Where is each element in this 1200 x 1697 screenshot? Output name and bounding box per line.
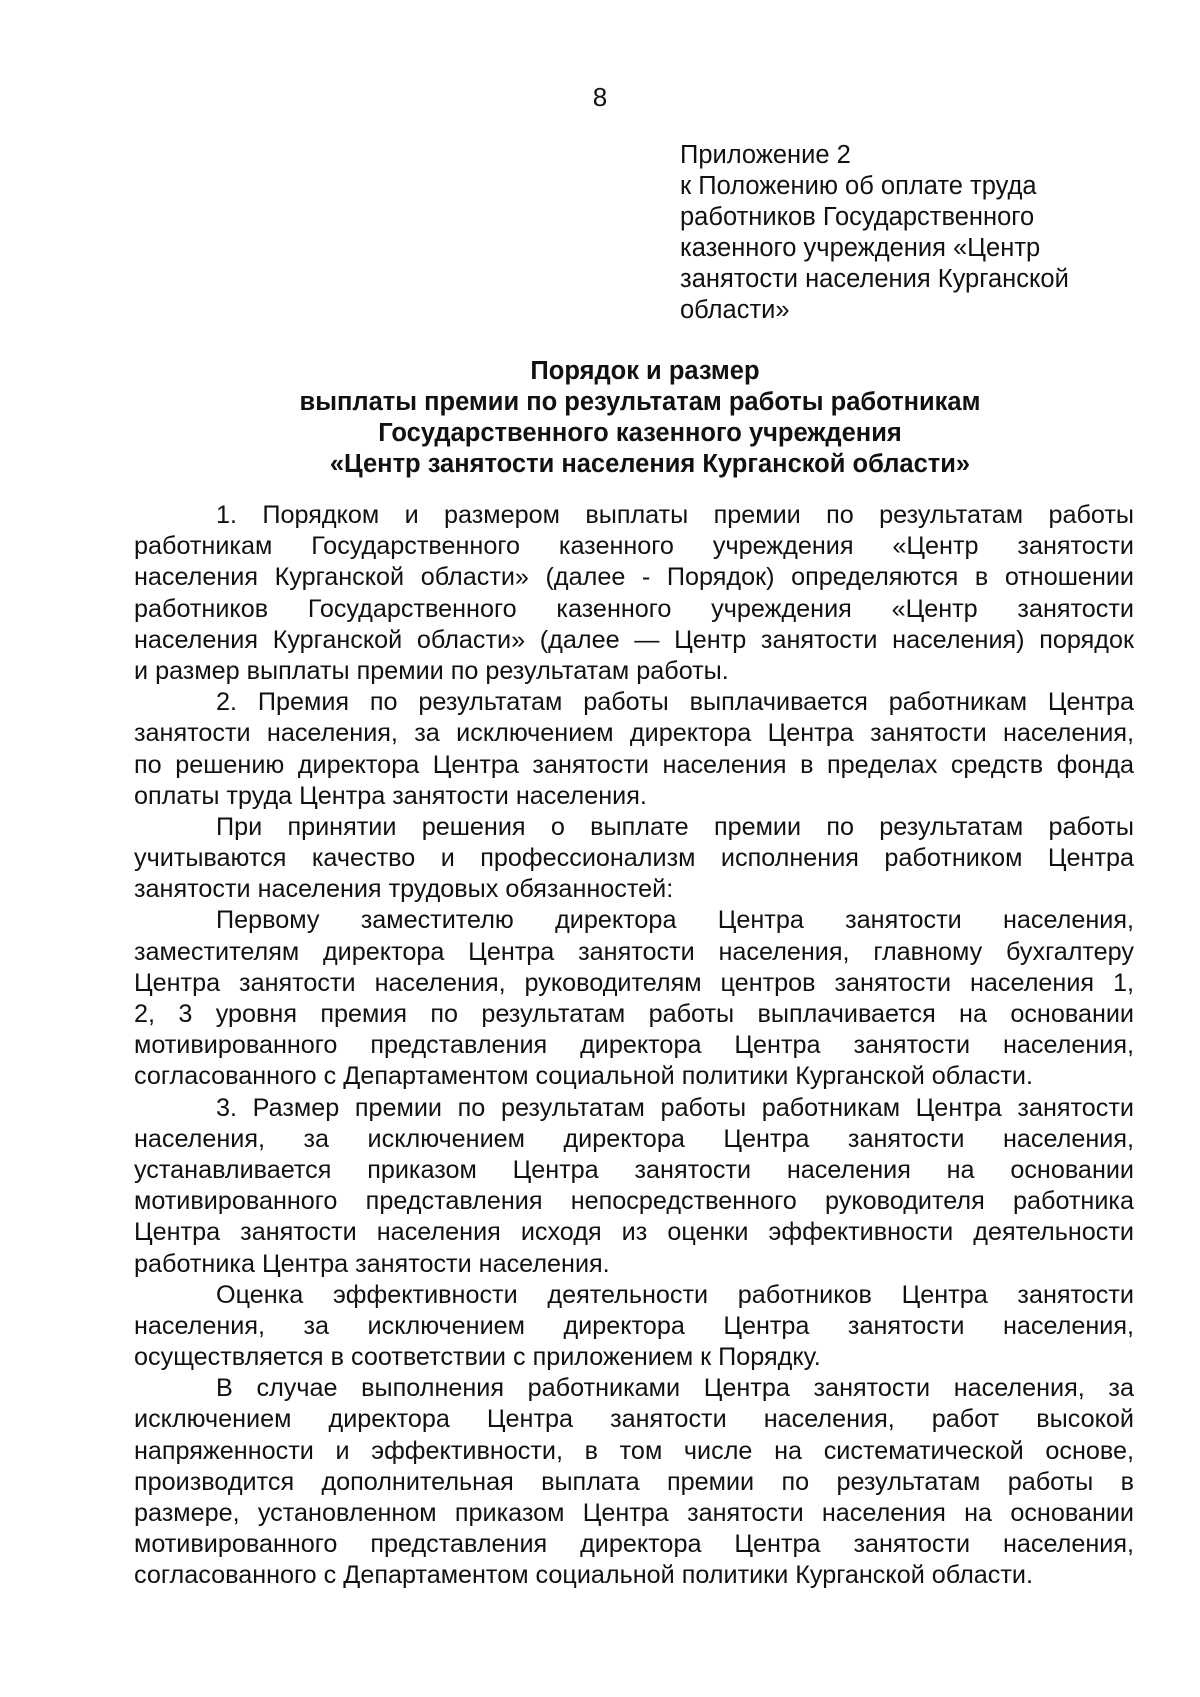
title-line: Порядок и размер [530,357,760,385]
document-body [134,500,1134,1592]
paragraph-line: В случае выполнения работниками Центра занятости населения, за [216,1374,1134,1403]
title-line: выплаты премии по результатам работы работникам [299,388,981,416]
paragraph-line: согласованного с Департаментом социальной политики Курганской области. [134,1062,1033,1091]
paragraph-line: мотивированного представления директора Центра занятости населения, [134,1530,1134,1559]
paragraph-line: Оценка эффективности деятельности работников Центра занятости [216,1280,1134,1309]
appendix-header [680,140,1100,326]
paragraph-line: занятости населения, за исключением директора Центра занятости населения, [134,719,1134,748]
paragraph-line: производится дополнительная выплата премии по результатам работы в [134,1467,1134,1496]
paragraph-line: 1. Порядком и размером выплаты премии по результатам работы [216,501,1134,529]
paragraph-line: работников Государственного казенного учреждения «Центр занятости [134,594,1134,623]
paragraph-line: работника Центра занятости населения. [134,1249,610,1278]
paragraph-line: размере, установленном приказом Центра занятости населения на основании [134,1499,1134,1527]
paragraph-line: 2. Премия по результатам работы выплачивается работникам Центра [216,688,1134,717]
paragraph-line: по решению директора Центра занятости населения в пределах средств фонда [134,750,1134,779]
appendix-line: занятости населения Курганской [680,265,1069,293]
paragraph-line: осуществляется в соответствии с приложением к Порядку. [134,1343,821,1372]
paragraph-line: устанавливается приказом Центра занятости населения на основании [134,1155,1134,1184]
paragraph-line: Центра занятости населения исходя из оценки эффективности деятельности [134,1218,1134,1247]
paragraph-line: учитываются качество и профессионализм исполнения работником Центра [134,844,1134,873]
paragraph-line: заместителям директора Центра занятости населения, главному бухгалтеру [134,937,1134,966]
paragraph-line: 2, 3 уровня премия по результатам работы выплачивается на основании [134,1000,1134,1028]
paragraph-line: оплаты труда Центра занятости населения. [134,781,647,810]
paragraph-line: работникам Государственного казенного учреждения «Центр занятости [134,532,1134,561]
document-title [120,356,1140,480]
paragraph-line: Центра занятости населения, руководителям центров занятости населения 1, [134,968,1134,997]
paragraph-line: исключением директора Центра занятости населения, работ высокой [134,1405,1134,1434]
paragraph-line: населения, за исключением директора Центра занятости населения, [134,1311,1134,1340]
paragraph-line: и размер выплаты премии по результатам работы. [134,656,729,685]
paragraph-line: населения Курганской области» (далее - Порядок) определяются в отношении [134,563,1134,592]
page-number: 8 [592,82,608,112]
paragraph-line: согласованного с Департаментом социальной политики Курганской области. [134,1561,1033,1590]
paragraph-line: мотивированного представления директора Центра занятости населения, [134,1031,1134,1060]
paragraph-line: 3. Размер премии по результатам работы работникам Центра занятости [216,1093,1134,1122]
paragraph-line: Первому заместителю директора Центра занятости населения, [216,906,1134,935]
appendix-line: к Положению об оплате труда [680,172,1037,200]
paragraph-line: напряженности и эффективности, в том числе на систематической основе, [134,1436,1134,1465]
paragraph-line: мотивированного представления непосредственного руководителя работника [134,1187,1134,1216]
paragraph-line: занятости населения трудовых обязанностей: [134,875,674,904]
appendix-line: Приложение 2 [680,141,851,169]
appendix-line: области» [680,296,790,324]
appendix-line: работников Государственного [680,203,1035,231]
appendix-line: казенного учреждения «Центр [680,234,1041,262]
title-line: «Центр занятости населения Курганской области» [329,450,971,478]
paragraph-line: населения, за исключением директора Центра занятости населения, [134,1124,1134,1153]
title-line: Государственного казенного учреждения [378,419,902,447]
paragraph-line: При принятии решения о выплате премии по результатам работы [216,812,1134,841]
paragraph-line: населения Курганской области» (далее — Центр занятости населения) порядок [134,625,1134,654]
